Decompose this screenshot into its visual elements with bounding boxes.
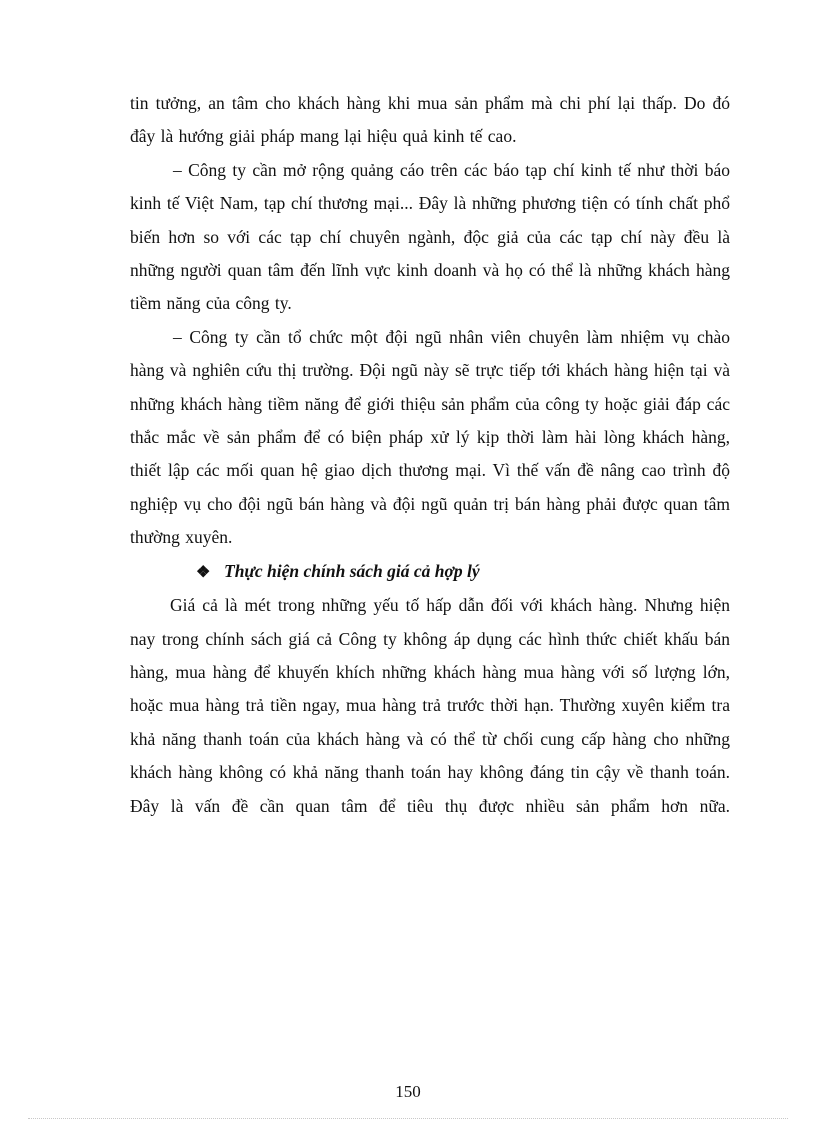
paragraph-sales-team: – Công ty cần tổ chức một đội ngũ nhân viên chuyên làm nhiệm vụ chào hàng và nghiên cứu thị trường. Đội ngũ này sẽ trực tiếp tới khách hàng hiện tại và những khách hàng tiềm năng để giới thiệu sản phẩm của công ty hoặc giải đáp các thắc mắc về sản phẩm để có biện pháp xử lý kịp thời làm hài lòng khách hàng, thiết lập các mối quan hệ giao dịch thương mại. Vì thế vấn đề nâng cao trình độ nghiệp vụ cho đội ngũ bán hàng và đội ngũ quản trị bán hàng phải được quan tâm thường xuyên. <box>130 326 730 548</box>
section-heading-text: Thực hiện chính sách giá cả hợp lý <box>224 560 480 581</box>
paragraph-pricing: Giá cả là mét trong những yếu tố hấp dẫn đối với khách hàng. Nhưng hiện nay trong chính sách giá cả Công ty không áp dụng các hình thức chiết khấu bán hàng, mua hàng để khuyến khích những khách hàng mua hàng với số lượng lớn, hoặc mua hàng trả tiền ngay, mua hàng trả trước thời hạn. Thường xuyên kiểm tra khả năng thanh toán của khách hàng và có thể từ chối cung cấp hàng cho những khách hàng không có khả năng thanh toán hay không đáng tin cậy về thanh toán. Đây là vấn đề cần quan tâm để tiêu thụ được nhiều sản phẩm hơn nữa. <box>130 595 730 816</box>
page-number: 150 <box>395 1082 421 1101</box>
footer-divider <box>28 1118 788 1119</box>
paragraph-advertising: – Công ty cần mở rộng quảng cáo trên các báo tạp chí kinh tế như thời báo kinh tế Việt Nam, tạp chí thương mại... Đây là những phương tiện có tính chất phổ biến hơn so với các tạp chí chuyên ngành, độc giả của các tạp chí này đều là những người quan tâm đến lĩnh vực kinh doanh và họ có thể là những khách hàng tiềm năng của công ty. <box>130 159 730 314</box>
diamond-bullet-icon: ❖ <box>196 563 211 581</box>
section-heading <box>130 555 730 589</box>
paragraph-continuation: tin tưởng, an tâm cho khách hàng khi mua sản phẩm mà chi phí lại thấp. Do đó đây là hướng giải pháp mang lại hiệu quả kinh tế cao. <box>130 93 730 147</box>
page-body <box>130 87 730 823</box>
